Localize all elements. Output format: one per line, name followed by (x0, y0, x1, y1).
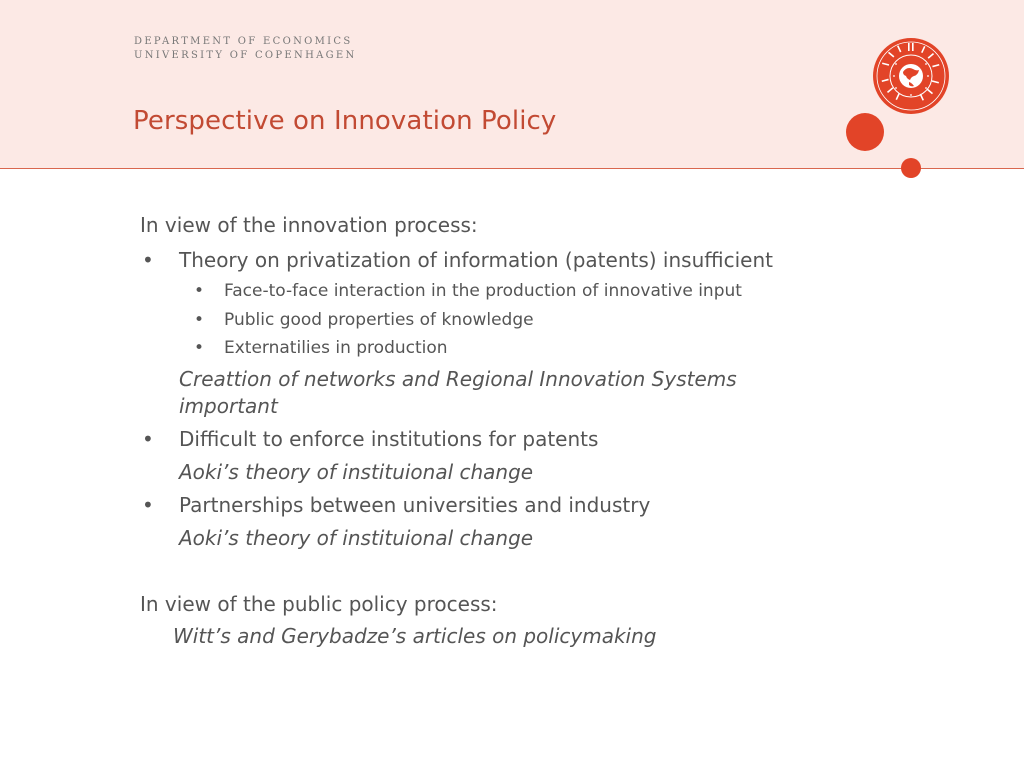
university-seal-icon (872, 37, 950, 115)
university-name: UNIVERSITY OF COPENHAGEN (134, 50, 357, 61)
decorative-large-dot (846, 113, 884, 151)
bullet-item: Difficult to enforce institutions for patents (179, 427, 599, 451)
italic-note: Aoki’s theory of instituional change (179, 526, 534, 550)
bullet-item: Theory on privatization of information (patents) insufficient (179, 248, 773, 272)
italic-note-continued: important (179, 394, 278, 418)
italic-note: Creattion of networks and Regional Innovation Systems (179, 367, 737, 391)
sub-bullet-item: Face-to-face interaction in the production of innovative input (224, 281, 742, 301)
bullet-item: Partnerships between universities and industry (179, 493, 651, 517)
italic-note: Witt’s and Gerybadze’s articles on policymaking (173, 624, 657, 648)
section-heading-policy: In view of the public policy process: (140, 592, 498, 616)
department-name: DEPARTMENT OF ECONOMICS (134, 36, 353, 47)
slide-title: Perspective on Innovation Policy (133, 106, 557, 136)
bullet-marker: • (142, 493, 154, 517)
sub-bullet-marker: • (194, 310, 205, 330)
sub-bullet-marker: • (194, 281, 205, 301)
decorative-small-dot (901, 158, 921, 178)
section-heading-innovation: In view of the innovation process: (140, 213, 478, 237)
bullet-marker: • (142, 248, 154, 272)
bullet-marker: • (142, 427, 154, 451)
italic-note: Aoki’s theory of instituional change (179, 460, 534, 484)
sub-bullet-marker: • (194, 338, 205, 358)
sub-bullet-item: Externatilies in production (224, 338, 448, 358)
sub-bullet-item: Public good properties of knowledge (224, 310, 534, 330)
